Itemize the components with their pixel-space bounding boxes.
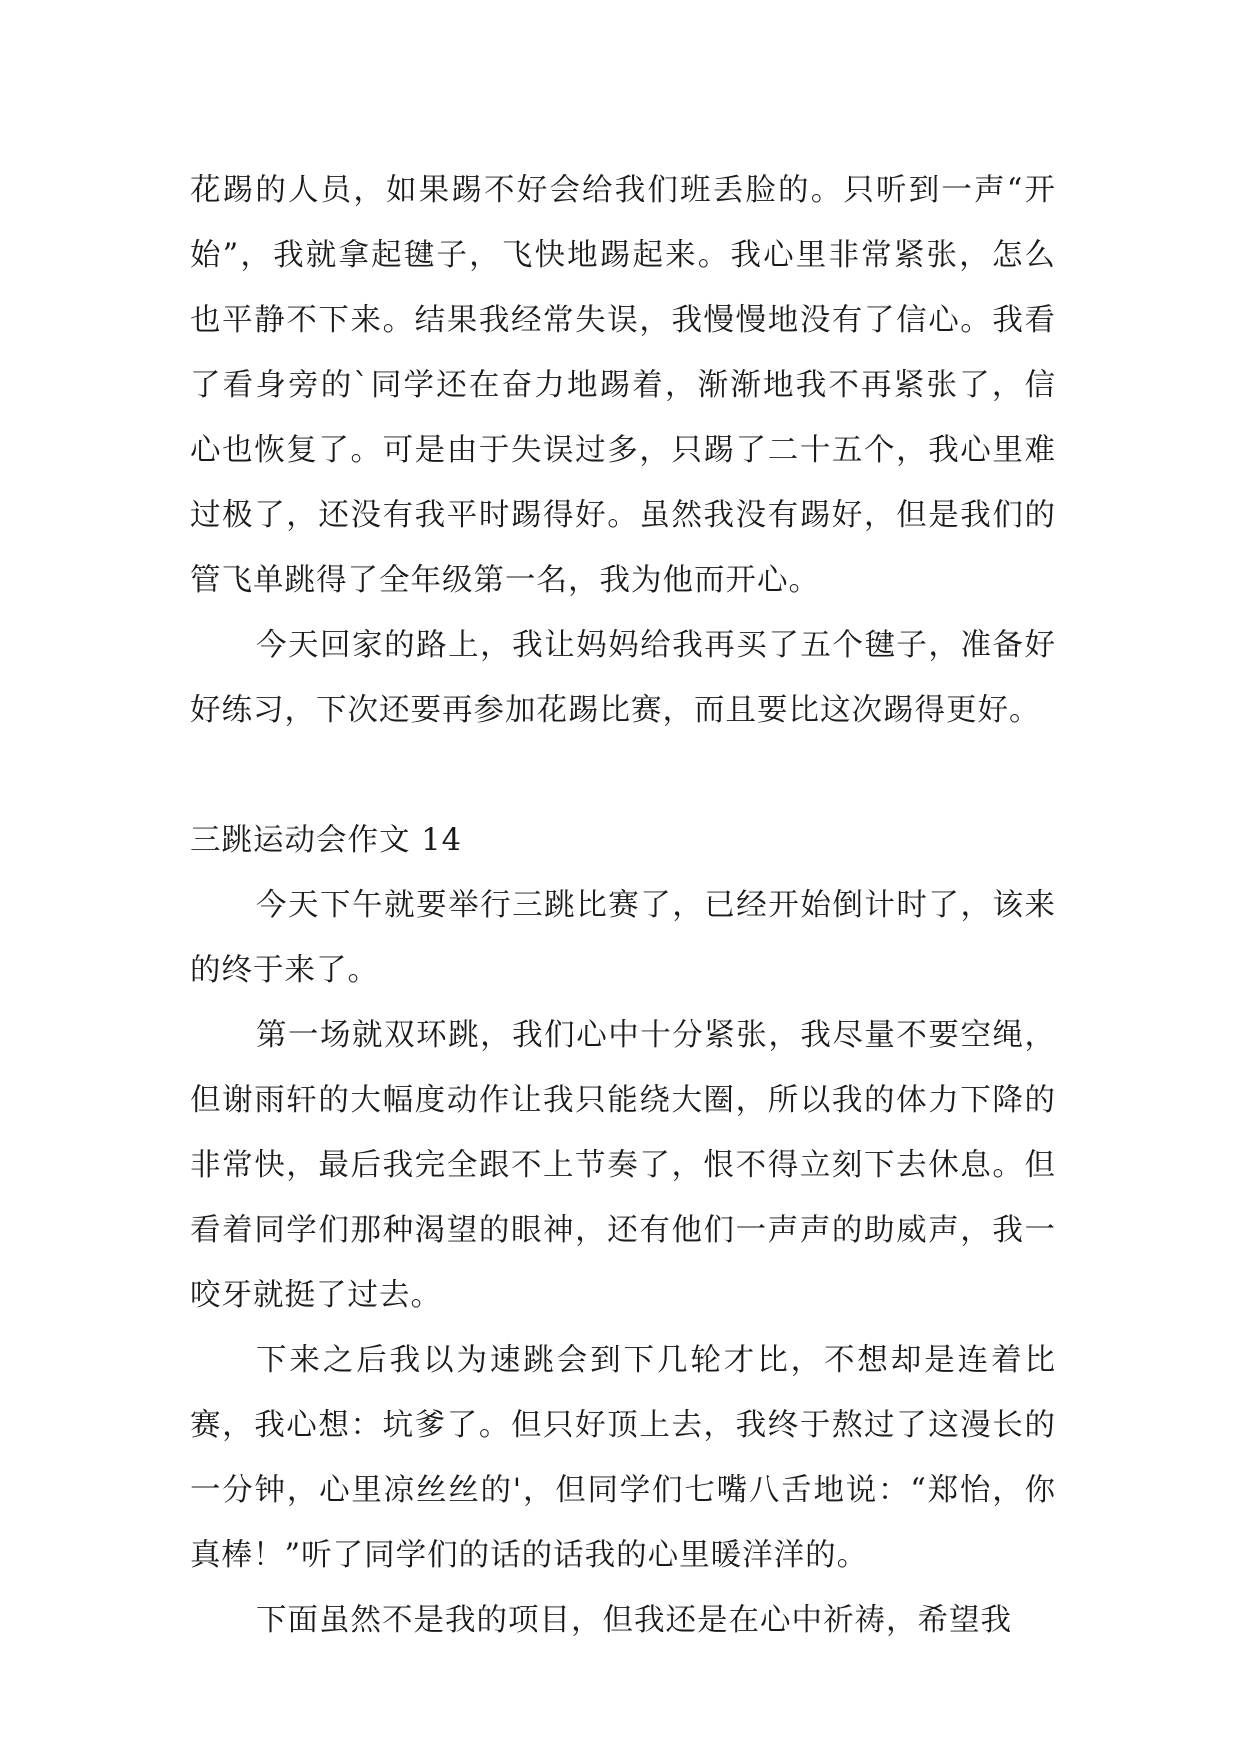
paragraph-continued: 花踢的人员，如果踢不好会给我们班丢脸的。只听到一声“开始”，我就拿起毽子，飞快地踢起来。我心里非常紧张，怎么也平静不下来。结果我经常失误，我慢慢地没有了信心。我看了看身旁的`同学还在奋力地踢着，渐渐地我不再紧张了，信心也恢复了。可是由于失误过多，只踢了二十五个，我心里难过极了，还没有我平时踢得好。虽然我没有踢好，但是我们的管飞单跳得了全年级第一名，我为他而开心。 [190, 173, 1056, 598]
document-body [190, 158, 1056, 1653]
paragraph: 今天回家的路上，我让妈妈给我再买了五个毽子，准备好好练习，下次还要再参加花踢比赛，而且要比这次踢得更好。 [190, 628, 1056, 728]
paragraph: 今天下午就要举行三跳比赛了，已经开始倒计时了，该来的终于来了。 [190, 888, 1056, 988]
paragraph-truncated: 下面虽然不是我的项目，但我还是在心中祈祷，希望我 [256, 1603, 1012, 1638]
paragraph: 第一场就双环跳，我们心中十分紧张，我尽量不要空绳，但谢雨轩的大幅度动作让我只能绕大圈，所以我的体力下降的非常快，最后我完全跟不上节奏了，恨不得立刻下去休息。但看着同学们那种渴望的眼神，还有他们一声声的助威声，我一咬牙就挺了过去。 [190, 1018, 1056, 1313]
section-heading: 三跳运动会作文 14 [190, 823, 463, 858]
paragraph: 下来之后我以为速跳会到下几轮才比，不想却是连着比赛，我心想：坑爹了。但只好顶上去，我终于熬过了这漫长的一分钟，心里凉丝丝的'，但同学们七嘴八舌地说：“郑怡，你真棒！”听了同学们的话的话我的心里暖洋洋的。 [190, 1343, 1056, 1573]
